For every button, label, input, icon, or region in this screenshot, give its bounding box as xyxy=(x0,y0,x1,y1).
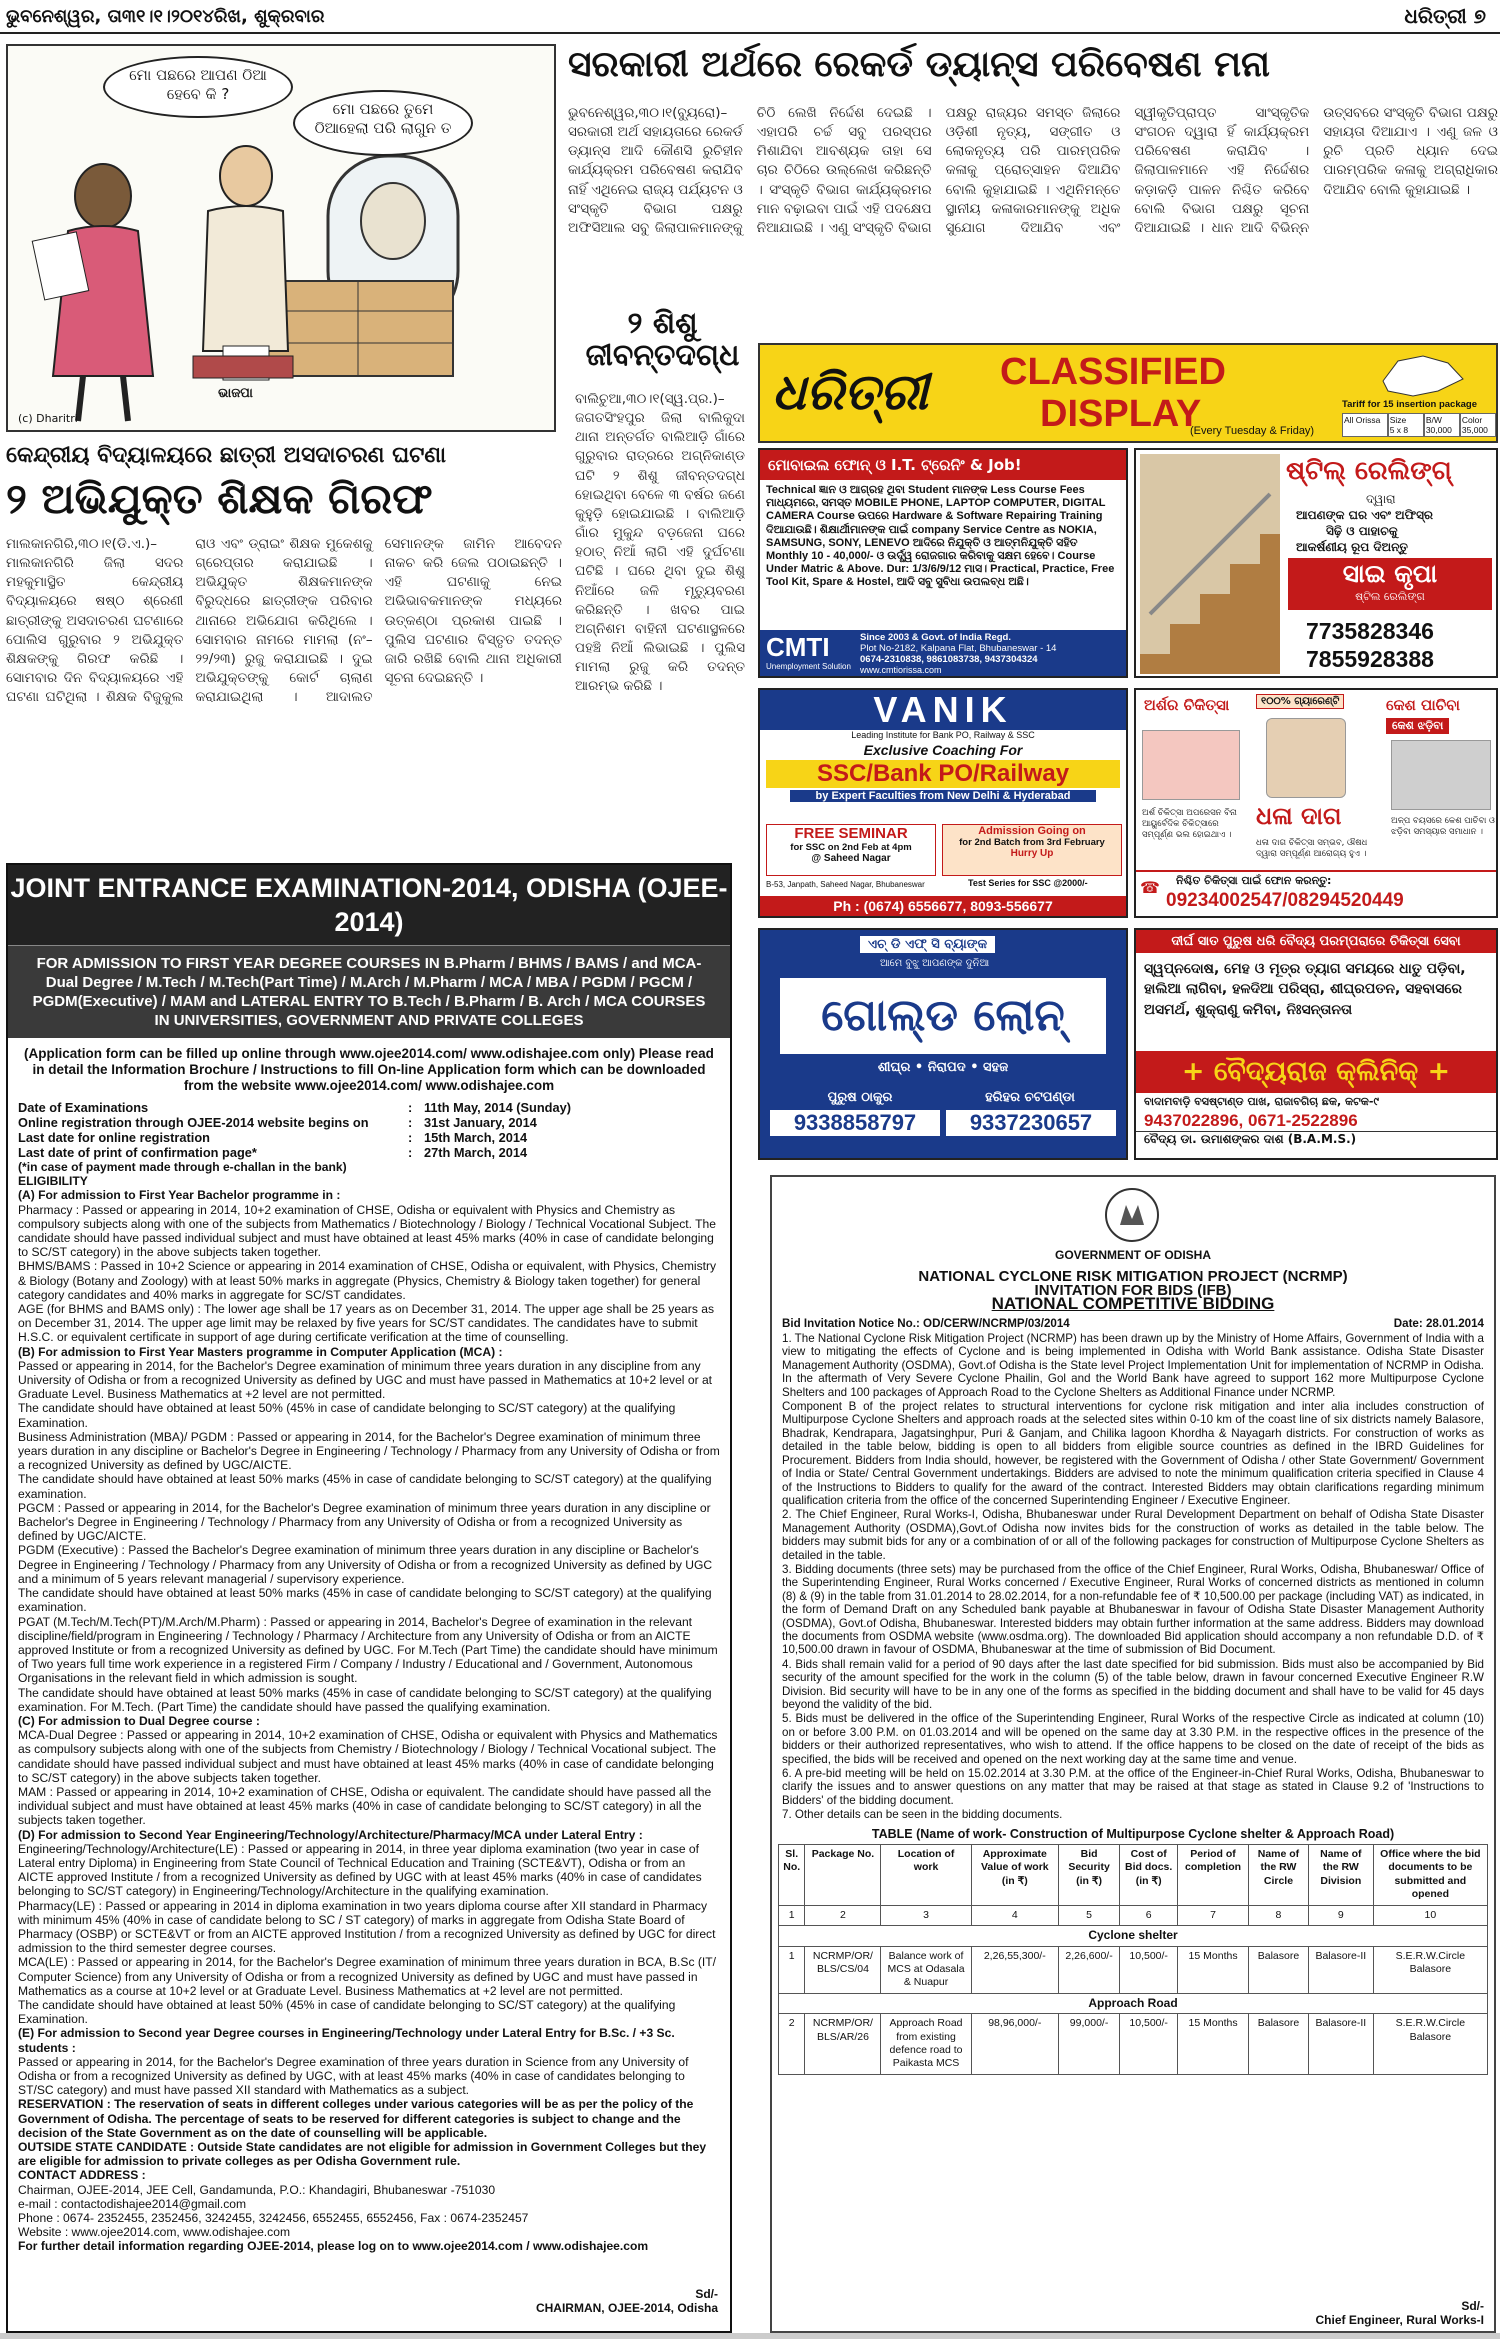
vanik-phone: Ph : (0674) 6556677, 8093-556677 xyxy=(760,896,1126,916)
eligibility-paragraph: PGDM (Executive) : Passed the Bachelor's Degree examination of minimum three years duration in any discipline or Bachelor's Degree in Engineering / Technology / Pharmacy from any University of Odisha or from a recognized University as defined by UGC and a minimum of 5 years relevant managerial / supervisory experience. xyxy=(18,1543,713,1586)
eligibility-paragraph: For further detail information regarding OJEE-2014, please log on to www.ojee2014.com / www.odishajee.com xyxy=(18,2239,649,2254)
cmti-header: ମୋବାଇଲ ଫୋନ୍ ଓ I.T. ଟ୍ରେନିଂ & Job! xyxy=(760,450,1126,480)
table-cell: NCRMP/OR/ BLS/CS/04 xyxy=(805,1946,881,1993)
table-cell: Balasore-II xyxy=(1308,2014,1373,2075)
phone-icon: ☎ xyxy=(1140,878,1160,897)
vanik-ad: VANIK Leading Institute for Bank PO, Railway & SSC Exclusive Coaching For SSC/Bank PO/Railway by Expert Faculties from New Delhi & Hyderabad FREE SEMINAR for SSC on 2nd Feb at 4pm @ Saheed Nagar Admission Going on for 2nd Batch from 3rd February Hurry Up B-53, Janpath, Saheed Nagar, Bhubaneswar Test Series for SSC @2000/- Ph : (0674) 6556677, 8093-556677 xyxy=(758,688,1128,918)
kv-kicker: କେନ୍ଦ୍ରୀୟ ବିଦ୍ୟାଳୟରେ ଛାତ୍ରୀ ଅସଦାଚରଣ ଘଟଣା xyxy=(6,443,447,468)
steel-title: ଷ୍ଟିଲ୍ ରେଲିଙ୍ଗ୍ xyxy=(1286,456,1452,486)
table-cell: Location of work xyxy=(881,1845,971,1906)
child-body: ବାଲିଚୁଆ,୩୦।୧(ସ୍ୱ.ପ୍ର.)– ଜଗତସିଂହପୁର ଜିଲା ବାଲିକୁଦା ଥାନା ଅନ୍ତର୍ଗତ ବାଲିଆଡ଼ି ଗାଁରେ ଗୁରୁବାର ରାତ୍ରରେ ଅଗ୍ନିକାଣ୍ଡ ଘଟି ୨ ଶିଶୁ ଜୀବନ୍ତଦଗ୍ଧ ହୋଇଥିବା ବେଳେ ୩ ବର୍ଷର ଜଣେ କୁହୁଡ଼ି ହୋଇଯାଇଛି । ବାଲିଆଡ଼ି ଗାଁର ମୁକୁନ୍ଦ ବଡ଼ଜେନା ଘରେ ହଠାତ୍ ନିଆଁ ଲାଗି ଏହି ଦୁର୍ଘଟଣା ଘଟିଛି । ଘରେ ଥିବା ଦୁଇ ଶିଶୁ ନିଆଁରେ ଜଳି ମୃତ୍ୟୁବରଣ କରିଛନ୍ତି । ଖବର ପାଇ ଅଗ୍ନିଶମ ବାହିନୀ ଘଟଣାସ୍ଥଳରେ ପହଞ୍ଚି ନିଆଁ ଲିଭାଇଛି । ପୁଲିସ ମାମଲା ରୁଜୁ କରି ତଦନ୍ତ ଆରମ୍ଭ କରିଛି । xyxy=(575,391,745,695)
table-cell: Approach Road from existing defence road to Paikasta MCS xyxy=(881,2014,971,2075)
cartoon-label: ଭାଜପା xyxy=(218,386,253,401)
ifb-paragraph: 3. Bidding documents (three sets) may be purchased from the office of the Chief Engineer, Rural Works, Odisha, Bhubaneswar/ Office of the Superintending Engineer, Rural Works concerned / Executive Engineer, Rural Works of concerned districts as mentioned in column (8) & (9) in the table from 31.01.2014 to 28.02.2014, for a non-refundable fee of ₹ 10,500.00 per package (including VAT) as indicated, in the form of Demand Draft on any Scheduled bank payable at Bhubaneswar in favour of Odisha State Disaster Management Authority (OSDMA), Govt.of Odisha, Bhubaneswar. Interested bidders may obtain further information at the same address. Bidders may download the documents from OSDMA website (www.osdma.org). The downloaded Bid application should accompany a non refundable D.D. of ₹ 10,500.00 drawn in favour of OSDMA, Bhubaneswar at the time of submission of Bid Document. xyxy=(782,1562,1484,1657)
classified-title: CLASSIFIED xyxy=(1000,351,1226,393)
table-cell: Bid Security (in ₹) xyxy=(1058,1845,1119,1906)
eligibility-paragraph: (B) For admission to First Year Masters programme in Computer Application (MCA) : xyxy=(18,1344,503,1359)
display-title: DISPLAY xyxy=(1040,393,1202,435)
ifb-signatory: Chief Engineer, Rural Works-I xyxy=(1315,2312,1484,2327)
tariff-title: Tariff for 15 insertion package xyxy=(1342,399,1477,410)
vanik-logo: VANIK xyxy=(760,690,1126,730)
table-cell: 8 xyxy=(1248,1905,1308,1925)
table-cell: Balasore xyxy=(1248,1946,1308,1993)
ojee-date-row: Online registration through OJEE-2014 website begins on : 31st January, 2014 xyxy=(18,1115,537,1130)
table-cell: 10,500/- xyxy=(1120,2014,1178,2075)
dateline: ଭୁବନେଶ୍ୱର, ତା୩୧।୧।୨୦୧୪ରିଖ, ଶୁକ୍ରବାର xyxy=(6,6,325,27)
eligibility-paragraph: BHMS/BAMS : Passed in 10+2 Science or appearing in 2014 examination of CHSE, Odisha or equivalent, with Physics, Chemistry & Biology (Botany and Zoology) with at least 50% marks in aggregate (Physics, Chemistry & Biology taken together) for general category candidates and 40% marks in aggregate for SC/ST candidates. xyxy=(18,1259,717,1302)
odisha-map-icon xyxy=(1378,351,1468,401)
ifb-notice-no: Bid Invitation Notice No.: OD/CERW/NCRMP/03/2014 xyxy=(782,1316,1070,1330)
ojee-signatory: CHAIRMAN, OJEE-2014, Odisha xyxy=(535,2301,718,2315)
date-value: 27th March, 2014 xyxy=(424,1145,528,1160)
ifb-paragraph: 4. Bids shall remain valid for a period of 90 days after the last date specified for bid submission. Bids must also be accompanied by Bid security of the amount specified for the work in the column (5) of the table below, drawn in favour concerned Executive Engineer R.W Division. Bid security will have to be in any one of the forms as specified in the bidding document and shall have to be valid for 45 days beyond the validity of the bid. xyxy=(782,1657,1484,1711)
staircase-image xyxy=(1140,454,1280,674)
odisha-emblem-icon xyxy=(1102,1185,1162,1245)
table-cell: Balance work of MCS at Odasala & Nuapur xyxy=(881,1946,971,1993)
child-headline: ୨ ଶିଶୁ ଜୀବନ୍ତଦଗ୍ଧ xyxy=(585,306,740,373)
table-cell: Name of the RW Division xyxy=(1308,1845,1373,1906)
eligibility-paragraph: CONTACT ADDRESS : xyxy=(18,2168,146,2183)
eligibility-paragraph: MCA(LE) : Passed or appearing in 2014, for the Bachelor's Degree examination of minimum three years duration in BCA, B.Sc (IT/ Computer Science) from any University of Odisha or from a recognized University as defined by UGC and must have passed in Mathematics as a course at 10+2 level or at Graduate Level. Business Mathematics at +2 level are not permitted. xyxy=(18,1955,717,1998)
vaidyaraj-title: + ବୈଦ୍ୟରାଜ କ୍ଲିନିକ୍ + xyxy=(1136,1051,1496,1093)
table-cell: Balasore xyxy=(1248,2014,1308,2075)
table-cell: 5 xyxy=(1058,1905,1119,1925)
speech-bubble-left: ମୋ ପଛରେ ଆପଣ ଠିଆ ହେବେ କି ? xyxy=(103,56,293,118)
eligibility-paragraph: OUTSIDE STATE CANDIDATE : Outside State candidates are not eligible for admission in Government Colleges but they are eligible for admission to private colleges as per Odisha Government rule. xyxy=(18,2140,707,2169)
date-value: 11th May, 2014 (Sunday) xyxy=(424,1100,571,1115)
table-cell: Sl. No. xyxy=(779,1845,805,1906)
cmti-logo: CMTI xyxy=(766,632,830,662)
gold-phone-1: 9338858797 xyxy=(770,1110,940,1136)
table-cell: Balasore-II xyxy=(1308,1946,1373,1993)
lead-body: ଭୁବନେଶ୍ୱର,୩୦।୧(ବ୍ୟୁରୋ)– ସରକାରୀ ଅର୍ଥ ସହାୟତାରେ ରେକର୍ଡ ଡ୍ୟାନ୍ସ ଆଦି କୌଣସି ରୁଚିହୀନ କାର୍ଯ୍ୟକ୍ରମ ପରିବେଷଣ କରାଯିବ ନାହିଁ ଏଥିନେଇ ରାଜ୍ୟ ପର୍ଯ୍ୟଟନ ଓ ସଂସ୍କୃତି ବିଭାଗ ପକ୍ଷରୁ ଅଫିସିଆଲ ସବୁ ଜିଲାପାଳମାନଙ୍କୁ ଚିଠି ଲେଖି ନିର୍ଦ୍ଦେଶ ଦେଇଛି । ଏହାପରି ଚର୍ଚ୍ଚ ସବୁ ପରସ୍ପର ମିଶାଯିବା ଆବଶ୍ୟକ ତାହା ସେ ଚାର ଚିଠିରେ ଉଲ୍ଲେଖ କରିଛନ୍ତି । ସଂସ୍କୃତି ବିଭାଗ କାର୍ଯ୍ୟକ୍ରମର ମାନ ବଢ଼ାଇବା ପାଇଁ ଏହି ପଦକ୍ଷେପ ନିଆଯାଇଛି । ଏଣୁ ସଂସ୍କୃତି ବିଭାଗ ପକ୍ଷରୁ ରାଜ୍ୟର ସମସ୍ତ ଜିଲାରେ ଓଡ଼ିଶୀ ନୃତ୍ୟ, ସଙ୍ଗୀତ ଓ ଲୋକନୃତ୍ୟ ପରି ପାରମ୍ପରିକ କଳାକୁ ପ୍ରୋତ୍ସାହନ ଦିଆଯିବ ବୋଲି କୁହାଯାଇଛି । ଏଥିନିମନ୍ତେ ସ୍ଥାନୀୟ କଳାକାରମାନଙ୍କୁ ଅଧିକ ସୁଯୋଗ ଦିଆଯିବ ଏବଂ ସ୍ୱୀକୃତିପ୍ରାପ୍ତ ସାଂସ୍କୃତିକ ସଂଗଠନ ଦ୍ୱାରା ହିଁ କାର୍ଯ୍ୟକ୍ରମ ପରିବେଷଣ କରାଯିବ । ଜିଲାପାଳମାନେ ଏହି ନିର୍ଦ୍ଦେଶର କଡ଼ାକଡ଼ି ପାଳନ ନିଶ୍ଚିତ କରିବେ ବୋଲି ବିଭାଗ ପକ୍ଷରୁ ସୂଚନା ଦିଆଯାଇଛି । ଧାନ ଆଦି ବିଭିନ୍ନ ଉତ୍ସବରେ ସଂସ୍କୃତି ବିଭାଗ ପକ୍ଷରୁ ସହାୟତା ଦିଆଯାଏ । ଏଣୁ ଜଳ ଓ ରୁଚି ପ୍ରତି ଧ୍ୟାନ ଦେଇ ପାରମ୍ପରିକ କଳାକୁ ଅଗ୍ରାଧିକାର ଦିଆଯିବ ବୋଲି କୁହାଯାଇଛି । xyxy=(568,105,1498,236)
bank-name: ଏଚ୍ ଡି ଏଫ୍ ସି ବ୍ୟାଙ୍କ xyxy=(860,936,995,953)
kv-body: ମାଲକାନଗିରି,୩୦।୧(ଡି.ଏ.)– ମାଲକାନଗିରି ଜିଲା ସଦର ମହକୁମାସ୍ଥିତ କେନ୍ଦ୍ରୀୟ ବିଦ୍ୟାଳୟରେ ଷଷ୍ଠ ଶ୍ରେଣୀ ଛାତ୍ରୀଙ୍କୁ ଅସଦାଚରଣ ଘଟଣାରେ ପୋଲିସ ଗୁରୁବାର ୨ ଅଭିଯୁକ୍ତ ଶିକ୍ଷକଙ୍କୁ ଗିରଫ କରିଛି । ସୋମବାର ଦିନ ବିଦ୍ୟାଳୟରେ ଏହି ଘଟଣା ଘଟିଥିଲା । ଶିକ୍ଷକ ବିଜୁକୁଲ ରାଓ ଏବଂ ଡ୍ରାଇଂ ଶିକ୍ଷକ ମୁକେଶକୁ ଗ୍ରେପ୍ତାର କରାଯାଇଛି । ଅଭିଯୁକ୍ତ ଶିକ୍ଷକମାନଙ୍କ ବିରୁଦ୍ଧରେ ଛାତ୍ରୀଙ୍କ ପରିବାର ଥାନାରେ ଅଭିଯୋଗ କରିଥିଲେ । ସୋମବାର ନାମରେ ମାମଲା (ନଂ–୨୨/୨୩) ରୁଜୁ କରାଯାଇଛି । ଦୁଇ ଅଭିଯୁକ୍ତଙ୍କୁ କୋର୍ଟ ଚାଲାଣ କରାଯାଇଥିଲା । ଆଦାଲତ ସେମାନଙ୍କ ଜାମିନ ଆବେଦନ ନାକଚ କରି ଜେଲ ପଠାଇଛନ୍ତି । ଏହି ଘଟଣାକୁ ନେଇ ଅଭିଭାବକମାନଙ୍କ ମଧ୍ୟରେ ଉତ୍କଣ୍ଠା ପ୍ରକାଶ ପାଇଛି । ପୁଲିସ ଘଟଣାର ବିସ୍ତୃତ ତଦନ୍ତ ଜାରି ରଖିଛି ବୋଲି ଥାନା ଅଧିକାରୀ ସୂଚନା ଦେଇଛନ୍ତି । xyxy=(6,536,562,706)
eligibility-paragraph: The candidate should have obtained at least 50% marks (45% in case of candidate belonging to SC/ST category) at the qualifying examination. For M.Tech. (Part Time) the candidate should have passed the qualifying examination. xyxy=(18,1685,712,1714)
eligibility-paragraph: The candidate should have obtained at least 50% marks (45% in case of candidate belonging to SC/ST category) at the qualifying examination. xyxy=(18,1472,712,1501)
ojee-eligibility xyxy=(18,1174,720,2253)
table-cell: 2,26,55,300/- xyxy=(971,1946,1058,1993)
ifb-government: GOVERNMENT OF ODISHA xyxy=(1054,1248,1211,1262)
ifb-paragraph: 5. Bids must be delivered in the office of the Superintending Engineer, Rural Works of the respective Circle as indicated at column (10) on or before 3.00 P.M. on 01.03.2014 and will be opened on the same day at 3.30 P.M. in the respective offices in the presence of the bidders or their authorized representatives, who wish to attend. If the office happens to be closed on the date of receipt of the bids as specified, the bids will be received and opened on the next working day at the same time and venue. xyxy=(782,1712,1484,1766)
gold-loan-ad: ଏଚ୍ ଡି ଏଫ୍ ସି ବ୍ୟାଙ୍କ ଆମେ ବୁଝୁ ଆପଣଙ୍କ ଦୁନିଆ ଗୋଲ୍ଡ ଲୋନ୍ ଶୀଘ୍ର • ନିରାପଦ • ସହଜ ପୁରୁଷ ଠାକୁର ହରିହର ଚଟପଣ୍ଡା 9338858797 9337230657 xyxy=(758,928,1128,1160)
eligibility-paragraph: Passed or appearing in 2014, for the Bachelor's Degree examination of minimum three years duration in any discipline from any University of Odisha or from a recognized University as defined by UGC and must have passed in Mathematics at 10+2 level or at Graduate Level. Business Mathematics at +2 level are not permitted. xyxy=(18,1358,713,1402)
eligibility-paragraph: Business Administration (MBA)/ PGDM : Passed or appearing in 2014, for the Bachelor's Degree examination of minimum three years duration in any discipline or Bachelor's Degree in Engineering / Technology / Pharmacy from any University of Odisha or from a recognized University as defined by UGC/AICTE. xyxy=(18,1429,720,1473)
steel-phone-1: 7735828346 xyxy=(1306,618,1434,644)
table-cell: 99,000/- xyxy=(1058,2014,1119,2075)
eligibility-paragraph: RESERVATION : The reservation of seats in different colleges under various categories will be as per the policy of the Government of Odisha. The percentage of seats to be reserved for different categories is subject to change and the decision of the State Government as on the date of counselling will be applicable. xyxy=(18,2097,694,2140)
woman-photo xyxy=(1266,718,1346,798)
eligibility-paragraph: (D) For admission to Second Year Engineering/Technology/Architecture/Pharmacy/MCA under Lateral Entry : xyxy=(18,1827,643,1842)
vanik-main: SSC/Bank PO/Railway xyxy=(766,760,1120,788)
date-value: 15th March, 2014 xyxy=(424,1130,528,1145)
page-header xyxy=(0,0,1500,34)
date-label: Last date of print of confirmation page* xyxy=(18,1145,257,1160)
ojee-advertisement: JOINT ENTRANCE EXAMINATION-2014, ODISHA (OJEE-2014) FOR ADMISSION TO FIRST YEAR DEGREE COURSES IN B.Pharm / BHMS / BAMS / and MCA-Dual Degree / M.Tech / M.Tech(Part Time) / M.Arch / M.Pharm / MCA / MBA / PGDM / PGCM / PGDM(Executive) / MAM and LATERAL ENTRY TO B.Tech / B.Pharm / B. Arch / MCA COURSES IN UNIVERSITIES, GOVERNMENT AND PRIVATE COLLEGES (Application form can be filled up online through www.ojee2014.com/ www.odishajee.com only) Please read in detail the Information Brochure / Instructions to fill On-line Application form which can be downloaded from the website www.ojee2014.com/ www.odishajee.com Date of Examinations : 11th May, 2014 (Sunday) Online registration through OJEE-2014 website begins on : 31st January, 2014 Last date for online registration : 15th March, 2014 Last date of print of confirmation page* : 27th March, 2014 (*in case of payment made through e-challan in the bank) ELIGIBILITY (A) For admission to First Year Bachelor programme in : Pharmacy : Passed or appearing in 2014, 10+2 examination of CHSE, Odisha or equivalent with Physics and Chemistry as compulsory subjects along with one of the subjects from Mathematics / Biotechnology / Biology / Technical Vocational Subject. The candidate should have passed individual subject and must have obtained at least 45% marks (40% in case of candidate belonging to SC/ST category) in the above subjects taken together. BHMS/BAMS : Passed in 10+2 Science or appearing in 2014 examination of CHSE, Odisha or equivalent, with Physics, Chemistry & Biology (Botany and Zoology) with at least 50% marks in aggregate (Physics, Chemistry & Biology taken together) for general category candidates and 40% marks in aggregate for SC/ST candidates. AGE (for BHMS and BAMS only) : The lower age shall be 17 years as on December 31, 2014. The upper age shall be 25 years as on December 31, 2014. The upper age limit may be relaxed by five years for SC/ST candidates. The candidates have to submit H.S.C. or equivalent certificate in support of age during certificate verification at the time of counselling. (B) For admission to First Year Masters programme in Computer Application (MCA) : Passed or appearing in 2014, for the Bachelor's Degree examination of minimum three years duration in any discipline from any University of Odisha or from a recognized University as defined by UGC and must have passed in Mathematics at 10+2 level or at Graduate Level. Business Mathematics at +2 level are not permitted. The candidate should have obtained at least 50% (45% in case of candidate belonging to SC/ST category) at the qualifying Examination. Business Administration (MBA)/ PGDM : Passed or appearing in 2014, for the Bachelor's Degree examination of minimum three years duration in any discipline or Bachelor's Degree in Engineering / Technology / Pharmacy from any University of Odisha or from a recognized University as defined by UGC/AICTE. The candidate should have obtained at least 50% marks (45% in case of candidate belonging to SC/ST category) at the qualifying examination. PGCM : Passed or appearing in 2014, for the Bachelor's Degree examination of minimum three years duration in any discipline or Bachelor's Degree in Engineering / Technology / Pharmacy from any University of Odisha or from a recognized University as defined by UGC/AICTE. PGDM (Executive) : Passed the Bachelor's Degree examination of minimum three years duration in any discipline or Bachelor's Degree in Engineering / Technology / Pharmacy from any University of Odisha or from a recognized University as defined by UGC and a minimum of 5 years relevant managerial / supervisory experience. The candidate should have obtained at least 50% marks (45% in case of candidate belonging to SC/ST category) at the qualifying examination. PGAT (M.Tech/M.Tech(PT)/M.Arch/M.Pharm) : Passed or appearing in 2014, Bachelor's Degree of examination in the relevant discipline/field/program in Engineering / Technology / Pharmacy / Architecture from any University of Odisha or from an AICTE approved Institute or from a recognized University as defined by UGC. For M.Tech (Part Time) the candidate should have minimum of Two years full time work experience in a registered Firm / Company / Industry / Educational and / Government, Autonomous Organisations in the relevant field in which admission is sought. The candidate should have obtained at least 50% marks (45% in case of candidate belonging to SC/ST category) at the qualifying examination. For M.Tech. (Part Time) the candidate should have passed the qualifying examination. (C) For admission to Dual Degree course : MCA-Dual Degree : Passed or appearing in 2014, 10+2 examination of CHSE, Odisha or equivalent with Physics and Mathematics as compulsory subjects along with one of the subjects from Chemistry / Biotechnology / Biology / Technical Vocational subject. The candidate should have passed individual subject and must have obtained at least 45% marks (40% in case of candidate belonging to SC/ST category) in the above subjects taken together. MAM : Passed or appearing in 2014, 10+2 examination of CHSE, Odisha or equivalent. The candidate should have passed all the individual subject and must have obtained at least 45% marks (40% in case of candidate belonging to SC/ST category) in all the subjects taken together. (D) For admission to Second Year Engineering/Technology/Architecture/Pharmacy/MCA under Lateral Entry : Engineering/Technology/Architecture(LE) : Passed or appearing in 2014, in three year diploma examination (two year in case of Lateral entry Diploma) in Engineering from State Council of Technical Education and Training (SCTE&VT), Odisha or from an AICTE approved Institute / from a recognized University as defined by UGC with at least 45% marks (40% in case of candidates belonging to SC/ST category) in Engineering/Technology/Architecture in the qualifying examination. Pharmacy(LE) : Passed or appearing in 2014 in diploma examination in two years diploma course after XII standard in Pharmacy with minimum 45% (40% in case of candidate belong to SC / ST category) of marks in aggregate from Odisha State Board of Pharmacy (OSBP) or SCTE&VT or from an AICTE approved Institution / from a recognized University as defined by UGC for direct admission to the third semester degree courses. MCA(LE) : Passed or appearing in 2014, for the Bachelor's Degree examination of minimum three years duration in BCA, B.Sc (IT/ Computer Science) from any University of Odisha or from a recognized University as defined by UGC and must have passed in Mathematics as a course at 10+2 level or at Graduate Level. Business Mathematics at +2 level are not permitted. The candidate should have obtained at least 50% (45% in case of candidate belonging to SC/ST category) at the qualifying Examination. (E) For admission to Second year Degree courses in Engineering/Technology under Lateral Entry for B.Sc. / +3 Sc. students : Passed or appearing in 2014, for the Bachelor's Degree examination of three years duration in Science from any University of Odisha or from a recognized University as defined by UGC, with at least 45% marks (40% in case of candidates belonging to ST/SC category) and must have passed XII standard with Mathematics as a subject. RESERVATION : The reservation of seats in different colleges under various categories will be as per the policy of the Government of Odisha. The percentage of seats to be reserved for different categories is subject to change and the decision of the State Government as on the date of counselling will be applicable. OUTSIDE STATE CANDIDATE : Outside State candidates are not eligible for admission in Government Colleges but they are eligible for admission to private colleges as per Odisha Government rule. CONTACT ADDRESS : Chairman, OJEE-2014, JEE Cell, Gandamunda, P.O.: Khandagiri, Bhubaneswar -751030 e-mail : contactodishajee2014@gmail.com Phone : 0674- 2352455, 2352456, 3242455, 3242456, 6552455, 6552456, Fax : 0674-2352457 Website : www.ojee2014.com, www.odishajee.com For further detail information regarding OJEE-2014, please log on to www.ojee2014.com / www.odishajee.com Sd/- CHAIRMAN, OJEE-2014, Odisha xyxy=(6,863,732,2333)
ifb-paragraph: 2. The Chief Engineer, Rural Works-I, Odisha, Bhubaneswar under Rural Development Department on behalf of Odisha State Disaster Management Authority (OSDMA),Govt.of Odisha now invites bids for the construction of works as detailed in the table below. The bidders may submit bids for any or a combination of or all of the following packages for construction of Multipurpose Cyclone Shelters as detailed in the table. xyxy=(782,1508,1484,1562)
table-cell: 2 xyxy=(805,1905,881,1925)
eligibility-paragraph: Website : www.ojee2014.com, www.odishajee.com xyxy=(18,2225,291,2240)
ifb-paragraph: 1. The National Cyclone Risk Mitigation Project (NCRMP) has been drawn up by the Ministry of Home Affairs, Government of India with a view to mitigating the effects of Cyclone and is being implemented in Odisha with World Bank assistance. Odisha State Disaster Management Authority (OSDMA), Govt.of Odisha is the State level Project Implementation Unit for implementation of NCRMP in Odisha. In the aftermath of Very Severe Cyclone Phailin, Gol and the World Bank have agreed to support 162 more Multipurpose Cyclone Shelters and 100 packages of Approach Road to the Cyclone Shelters as Additional Finance under NCRMP. xyxy=(782,1332,1484,1399)
ncrmp-bid-notice: GOVERNMENT OF ODISHA NATIONAL CYCLONE RISK MITIGATION PROJECT (NCRMP) INVITATION FOR BIDS (IFB) NATIONAL COMPETITIVE BIDDING Bid Invitation Notice No.: OD/CERW/NCRMP/03/2014 Date: 28.01.2014 1. The National Cyclone Risk Mitigation Project (NCRMP) has been drawn up by the Ministry of Home Affairs, Government of India with a view to mitigating the effects of Cyclone and is being implemented in Odisha with World Bank assistance. Odisha State Disaster Management Authority (OSDMA), Govt.of Odisha is the State level Project Implementation Unit for implementation of NCRMP in Odisha. In the aftermath of Very Severe Cyclone Phailin, Gol and the World Bank have agreed to support 162 more Multipurpose Cyclone Shelters and 100 packages of Approach Road to the Cyclone Shelters as Additional Finance under NCRMP. Component B of the project relates to structural interventions for cyclone risk mitigation and inter alia includes construction of Multipurpose Cyclone Shelters and approach roads at the selected sites within 0-10 km of the coast line of six districts namely Balasore, Bhadrak, Kendrapara, Jagatsinghpur, Puri & Ganjam, and Chilika lagoon Khordha & Nayagarh districts. For construction of works as detailed in the table below, bidding is open to all bidders from eligible source countries as defined in the IBRD Guidelines for Procurement. Bidders from India should, however, be registered with the Government of Odisha / other State Government/ Government of India or State/ Central Government undertakings. Bidders are advised to note the minimum qualification criteria specified in Clause 4 of the Instructions to Bidders to qualify for the award of the contract. Interested Bidders may obtain clarifications regarding minimum qualification criteria from the office of the concerned Superintending Engineer / Executive Engineer. 2. The Chief Engineer, Rural Works-I, Odisha, Bhubaneswar under Rural Development Department on behalf of Odisha State Disaster Management Authority (OSDMA),Govt.of Odisha now invites bids for the construction of works as detailed in the table below. The bidders may submit bids for any or a combination of or all of the following packages for construction of Multipurpose Cyclone Shelters as detailed in the table. 3. Bidding documents (three sets) may be purchased from the office of the Chief Engineer, Rural Works, Odisha, Bhubaneswar/ Office of the Superintending Engineer, Rural Works concerned / Executive Engineer, Rural Works of concerned districts as mentioned in column (8) & (9) in the table from 31.01.2014 to 28.02.2014, for a non-refundable fee of ₹ 10,500.00 per package (including VAT) as indicated, in the form of Demand Draft on any Scheduled bank payable at Bhubaneswar in favour of Odisha State Disaster Management Authority (OSDMA), Govt.of Odisha, Bhubaneswar. Interested bidders may obtain further information at the same address. Bidders may download the documents from OSDMA website (www.osdma.org). The downloaded Bid application should accompany a non refundable D.D. of ₹ 10,500.00 drawn in favour of OSDMA, Bhubaneswar at the time of submission of Bid Document. 4. Bids shall remain valid for a period of 90 days after the last date specified for bid submission. Bids must also be accompanied by Bid security of the amount specified for the work in the column (5) of the table below, drawn in favour concerned Executive Engineer R.W Division. Bid security will have to be in any one of the forms as specified in the bidding document and shall have to be valid for 45 days beyond the validity of the bid. 5. Bids must be delivered in the office of the Superintending Engineer, Rural Works of the respective Circle as indicated at column (10) on or before 3.00 P.M. on 01.03.2014 and will be opened on the same day at 3.30 P.M. in the respective offices in the presence of the bidders or their authorized representatives, who wish to attend. If the office happens to be closed on the date of receipt of the bids as specified, the bids will be received and opened on the next working day at the same time and venue. 6. A pre-bid meeting will be held on 15.02.2014 at 3.30 P.M. at the office of the Engineer-in-Chief Rural Works, Odisha, Bhubaneswar to clarify the issues and to answer questions on any matter that may be raised at that stage as stated in Clause 9.2 of 'Instructions to Bidders' of the bidding document. 7. Other details can be seen in the bidding documents. TABLE (Name of work- Construction of Multipurpose Cyclone shelter & Approach Road) Sl. No. Package No. Location of work Approximate Value of work (in ₹) Bid Security (in ₹) Cost of Bid docs. (in ₹) Period of completion Name of the RW Circle Name of the RW Division Office where the bid documents to be submitted and opened 1 2 3 4 5 6 7 8 9 10 Cyclone shelter 1 NCRMP/OR/ BLS/CS/04 Balance work of MCS at Odasala & Nuapur 2,26,55,300/- 2,26,600/- 10,500/- 15 Months Balasore Balasore-II S.E.R.W.Circle Balasore Approach Road 2 NCRMP/OR/ BLS/AR/26 Approach Road from existing defence road to Paikasta MCS 98,96,000/- 99,000/- 10,500/- 15 Months Balasore Balasore-II S.E.R.W.Circle Balasore Sd/- Chief Engineer, Rural Works-I xyxy=(770,1175,1496,2333)
cartoon-panel xyxy=(6,44,556,432)
piles-image xyxy=(1142,730,1240,800)
eligibility-paragraph: (A) For admission to First Year Bachelor programme in : xyxy=(18,1188,341,1203)
cmti-ad: ମୋବାଇଲ ଫୋନ୍ ଓ I.T. ଟ୍ରେନିଂ & Job! Technical ଜ୍ଞାନ ଓ ଆଗ୍ରହ ଥିବା Student ମାନଙ୍କ Less Course Fees ମାଧ୍ୟମରେ, ସମସ୍ତ MOBILE PHONE, LAPTOP COMPUTER, DIGITAL CAMERA Course ଉପରେ Hardware & Software Repairing Training ଦିଆଯାଉଛି। ଶିକ୍ଷାର୍ଥୀମାନଙ୍କ ପାଇଁ company Service Centre as NOKIA, SAMSUNG, SONY, LENEVO ଆଦିରେ ନିଯୁକ୍ତି ଓ ଆତ୍ମନିଯୁକ୍ତି ସହିତ Monthly 10 - 40,000/- ଓ ଉର୍ଦ୍ଧ୍ୱ ରୋଜଗାର କରିବାକୁ ସକ୍ଷମ ହେବେ। Course Under Matric & Above. Dur: 1/3/6/9/12 ମାସ। Practical, Practice, Free Tool Kit, Spare & Hostel, ଆଦି ସବୁ ସୁବିଧା ଉପଲବ୍ଧ ଅଛି। CMTI Unemployment Solution Since 2003 & Govt. of India Regd. Plot No-2182, Kalpana Flat, Bhubaneswar - 14 0674-2310838, 9861083738, 9437304324 www.cmtiorissa.com xyxy=(758,448,1128,678)
page-number: ଧରିତ୍ରୀ ୭ xyxy=(1404,4,1486,28)
cmti-phone: 0674-2310838, 9861083738, 9437304324 xyxy=(860,654,1038,665)
table-cell: 6 xyxy=(1120,1905,1178,1925)
cartoon-credit: (c) Dharitri xyxy=(18,412,78,425)
cartoon-illustration xyxy=(8,46,556,432)
table-cell: Package No. xyxy=(805,1845,881,1906)
ojee-date-row: Last date for online registration : 15th March, 2014 xyxy=(18,1130,528,1145)
classified-banner xyxy=(758,343,1498,443)
steel-railing-ad: ଷ୍ଟିଲ୍ ରେଲିଙ୍ଗ୍ ଦ୍ୱାରା ଆପଣଙ୍କ ଘର ଏବଂ ଅଫିସ୍ର ସିଢ଼ି ଓ ପାହାଚକୁ ଆକର୍ଷଣୀୟ ରୂପ ଦିଅନ୍ତୁ ସାଇ କୃପା ଷ୍ଟିଲ ରେଲିଙ୍ଗ 7735828346 7855928388 xyxy=(1134,448,1498,678)
table-cell: Office where the bid documents to be submitted and opened xyxy=(1373,1845,1487,1906)
eligibility-paragraph: The candidate should have obtained at least 50% marks (45% in case of candidate belonging to SC/ST category) at the qualifying examination. xyxy=(18,1586,712,1615)
table-cell: 3 xyxy=(881,1905,971,1925)
table-cell: 98,96,000/- xyxy=(971,2014,1058,2075)
ojee-title: JOINT ENTRANCE EXAMINATION-2014, ODISHA (OJEE-2014) xyxy=(8,865,730,945)
classified-note: (Every Tuesday & Friday) xyxy=(1190,425,1315,437)
table-cell: 2 xyxy=(779,2014,805,2075)
table-cell: 15 Months xyxy=(1178,2014,1249,2075)
table-row xyxy=(779,2014,1488,2075)
eligibility-paragraph: PGCM : Passed or appearing in 2014, for the Bachelor's Degree examination of minimum three years duration in any discipline or Bachelor's Degree in Engineering / Technology / Pharmacy from any University of Odisha or from a recognized University as defined by UGC/AICTE. xyxy=(18,1500,711,1544)
cmti-logo-sub: Unemployment Solution xyxy=(766,662,851,671)
table-cell: 10 xyxy=(1373,1905,1487,1925)
gold-loan-title: ଗୋଲ୍ଡ ଲୋନ୍ xyxy=(780,978,1106,1054)
ojee-date-row: Date of Examinations : 11th May, 2014 (Sunday) xyxy=(18,1100,571,1115)
ifb-date: Date: 28.01.2014 xyxy=(1393,1316,1484,1330)
date-value: 31st January, 2014 xyxy=(424,1115,537,1130)
table-header-row xyxy=(779,1845,1488,1906)
eligibility-paragraph: MAM : Passed or appearing in 2014, 10+2 examination of CHSE, Odisha or equivalent. The candidate should have passed all the individual subject and must have obtained at least 45% marks (40% in case of candidate belonging to SC/ST category) in all the subjects taken together. xyxy=(18,1784,712,1828)
eligibility-paragraph: Pharmacy : Passed or appearing in 2014, 10+2 examination of CHSE, Odisha or equivalent with Physics and Chemistry as compulsory subjects along with one of the subjects from Mathematics / Biotechnology / Biology / Technical Vocational Subject. The candidate should have passed individual subject and must have obtained at least 45% marks (40% in case of candidate belonging to SC/ST category) in the above subjects taken together. xyxy=(18,1202,717,1260)
eligibility-paragraph: AGE (for BHMS and BAMS only) : The lower age shall be 17 years as on December 31, 2014. The upper age shall be 25 years as on December 31, 2014. The upper age limit may be relaxed by five years for SC/ST candidates. The candidates have to submit H.S.C. or equivalent certificate in support of age during certificate verification at the time of counselling. xyxy=(18,1302,714,1345)
ifb-table xyxy=(778,1844,1488,2075)
lead-headline: ସରକାରୀ ଅର୍ଥରେ ରେକର୍ଡ ଡ୍ୟାନ୍ସ ପରିବେଷଣ ମନା xyxy=(568,44,1270,85)
eligibility-paragraph: PGAT (M.Tech/M.Tech(PT)/M.Arch/M.Pharm) : Passed or appearing in 2014, Bachelor's Degree of examination in the relevant discipline/field/program in Engineering / Technology / Pharmacy / Architecture from any University of Odisha or from an AICTE approved Institute or from a recognized University as defined by UGC. For M.Tech (Part Time) the candidate should have minimum of Two years full time work experience in a registered Firm / Company / Industry / Educational and / Government, Autonomous Organisations in the relevant field in which admission is sought. xyxy=(18,1614,718,1686)
eligibility-paragraph: Phone : 0674- 2352455, 2352456, 3242455, 3242456, 6552455, 6552456, Fax : 0674-2352457 xyxy=(18,2211,529,2226)
table-cell: 1 xyxy=(779,1905,805,1925)
eligibility-paragraph: ELIGIBILITY xyxy=(18,1174,88,1189)
eligibility-paragraph: Passed or appearing in 2014, for the Bachelor's Degree examination of three years duration in Science from any University of Odisha or from a recognized University as defined by UGC, with at least 45% marks (40% in case of candidates belonging to ST/SC category) and must have passed XII standard with Mathematics as a subject. xyxy=(18,2054,689,2098)
table-cell: 7 xyxy=(1178,1905,1249,1925)
skin-clinic-ad: ଅର୍ଶର ଚିକିତ୍ସା ୧୦୦% ଗ୍ୟାରେଣ୍ଟି କେଶ ପାଚିବା କେଶ ଝଡ଼ିବା ଧଳା ଦାଗ ଅର୍ଶ ଚିକିତ୍ସା ଅପରେସନ ବିନା ଆୟୁର୍ବେଦିକ ଚିକିତ୍ସାରେ ସମ୍ପୂର୍ଣ୍ଣ ଭଲ ହୋଇଥାଏ । ଧଳା ଦାଗ ଚିକିତ୍ସା ସମ୍ଭବ, ଔଷଧ ଦ୍ୱାରା ସମ୍ପୂର୍ଣ୍ଣ ଆରୋଗ୍ୟ ହୁଏ । ଅଳ୍ପ ବୟସରେ କେଶ ପାଚିବା ଓ ଝଡ଼ିବା ସମସ୍ୟାର ସମାଧାନ । ☎ ନିଶ୍ଚିତ ଚିକିତ୍ସା ପାଇଁ ଫୋନ କରନ୍ତୁ: 09234002547/08294520449 xyxy=(1134,688,1498,918)
page-footer-bar xyxy=(0,2333,1500,2339)
table-cell: 1 xyxy=(779,1946,805,1993)
gold-phone-2: 9337230657 xyxy=(946,1110,1116,1136)
ifb-ncb: NATIONAL COMPETITIVE BIDDING xyxy=(991,1294,1275,1314)
section-cyclone-shelter: Cyclone shelter xyxy=(779,1926,1488,1946)
ifb-paragraph: Component B of the project relates to structural interventions for cyclone risk mitigation and inter alia includes construction of Multipurpose Cyclone Shelters and approach roads at the selected sites within 0-10 km of the coast line of six districts namely Balasore, Bhadrak, Kendrapara, Jagatsinghpur, Puri & Ganjam, and Chilika lagoon Khordha & Nayagarh districts. For construction of works as detailed in the table below, bidding is open to all bidders from eligible source countries as defined in the IBRD Guidelines for Procurement. Bidders from India should, however, be registered with the Government of Odisha / other State Government/ Government of India or State/ Central Government undertakings. Bidders are advised to note the minimum qualification criteria specified in Clause 4 of the Instructions to Bidders to qualify for the award of the contract. Interested Bidders may obtain clarifications regarding minimum qualification criteria from the office of the concerned Superintending Engineer / Executive Engineer. xyxy=(782,1400,1484,1507)
date-label: Last date for online registration xyxy=(18,1130,210,1145)
date-label: Date of Examinations xyxy=(18,1100,149,1115)
ifb-paragraph: 6. A pre-bid meeting will be held on 15.02.2014 at 3.30 P.M. at the office of the Engineer-in-Chief Rural Works, Odisha, Bhubaneswar to clarify the issues and to answer questions on any matter that may be raised at that stage as stated in Clause 9.2 of 'Instructions to Bidders' of the bidding document. xyxy=(782,1767,1484,1807)
ifb-paragraph: 7. Other details can be seen in the bidding documents. xyxy=(782,1808,1063,1822)
date-label: Online registration through OJEE-2014 website begins on xyxy=(18,1115,369,1130)
table-cell: Period of completion xyxy=(1178,1845,1249,1906)
dharitri-logo: ଧରିତ୍ରୀ xyxy=(772,363,929,421)
table-cell: 10,500/- xyxy=(1120,1946,1178,1993)
table-cell: S.E.R.W.Circle Balasore xyxy=(1373,2014,1487,2075)
eligibility-paragraph: MCA-Dual Degree : Passed or appearing in 2014, 10+2 examination of CHSE, Odisha or equivalent with Physics and Mathematics as compulsory subjects along with one of the subjects from Chemistry / Biotechnology / Biology / Technical Vocational subject. The candidate should have passed individual subject and must have obtained at least 45% marks (40% in case of candidate belonging to SC/ST category) in the above subjects taken together. xyxy=(18,1728,718,1785)
kv-headline: ୨ ଅଭିଯୁକ୍ତ ଶିକ୍ଷକ ଗିରଫ xyxy=(6,474,433,523)
table-cell: Approximate Value of work (in ₹) xyxy=(971,1845,1058,1906)
table-cell: Name of the RW Circle xyxy=(1248,1845,1308,1906)
hair-image xyxy=(1391,740,1491,810)
table-cell: NCRMP/OR/ BLS/AR/26 xyxy=(805,2014,881,2075)
speech-bubble-right: ମୋ ପଛରେ ତୁମେ ଠିଆହେଲା ପରି ଲାଗୁନ ତ xyxy=(293,90,473,156)
section-approach-road: Approach Road xyxy=(779,1993,1488,2013)
eligibility-paragraph: Chairman, OJEE-2014, JEE Cell, Gandamunda, P.O.: Khandagiri, Bhubaneswar -751030 xyxy=(18,2182,496,2197)
brand-name: ସାଇ କୃପା xyxy=(1342,559,1438,588)
cmti-body: Technical ଜ୍ଞାନ ଓ ଆଗ୍ରହ ଥିବା Student ମାନଙ୍କ Less Course Fees ମାଧ୍ୟମରେ, ସମସ୍ତ MOBILE PHONE, LAPTOP COMPUTER, DIGITAL CAMERA Course ଉପରେ Hardware & Software Repairing Training ଦିଆଯାଉଛି। ଶିକ୍ଷାର୍ଥୀମାନଙ୍କ ପାଇଁ company Service Centre as NOKIA, SAMSUNG, SONY, LENEVO ଆଦିରେ ନିଯୁକ୍ତି ଓ ଆତ୍ମନିଯୁକ୍ତି ସହିତ Monthly 10 - 40,000/- ଓ ଉର୍ଦ୍ଧ୍ୱ ରୋଜଗାର କରିବାକୁ ସକ୍ଷମ ହେବେ। Course Under Matric & Above. Dur: 1/3/6/9/12 ମାସ। Practical, Practice, Free Tool Kit, Spare & Hostel, ଆଦି ସବୁ ସୁବିଧା ଉପଲବ୍ଧ ଅଛି। xyxy=(766,484,1115,589)
ifb-paragraphs xyxy=(772,1332,1494,1822)
sai-krupa-box: ସାଇ କୃପା ଷ୍ଟିଲ ରେଲିଙ୍ଗ xyxy=(1288,558,1492,610)
table-cell: Cost of Bid docs. (in ₹) xyxy=(1120,1845,1178,1906)
table-cell: S.E.R.W.Circle Balasore xyxy=(1373,1946,1487,1993)
ojee-dates xyxy=(18,1100,720,1160)
table-cell: 2,26,600/- xyxy=(1058,1946,1119,1993)
ojee-date-row: Last date of print of confirmation page* : 27th March, 2014 xyxy=(18,1145,528,1160)
vaidyaraj-phone: 9437022896, 0671-2522896 xyxy=(1144,1111,1358,1130)
table-cell: 9 xyxy=(1308,1905,1373,1925)
steel-phone-2: 7855928388 xyxy=(1306,646,1434,672)
eligibility-paragraph: The candidate should have obtained at least 50% (45% in case of candidate belonging to SC/ST category) at the qualifying Examination. xyxy=(18,1401,676,1430)
guarantee-badge: ୧୦୦% ଗ୍ୟାରେଣ୍ଟି xyxy=(1256,694,1344,709)
eligibility-paragraph: (C) For admission to Dual Degree course : xyxy=(18,1713,260,1728)
vaidyaraj-clinic-ad: ଦୀର୍ଘ ସାତ ପୁରୁଷ ଧରି ବୈଦ୍ୟ ପରମ୍ପରାରେ ଚିକିତ୍ସା ସେବା ସ୍ୱପ୍ନଦୋଷ, ମେହ ଓ ମୂତ୍ର ତ୍ୟାଗ ସମୟରେ ଧାତୁ ପଡ଼ିବା, ହାଲିଆ ଲାଗିବା, ହଳଦିଆ ପରିସ୍ରା, ଶୀଘ୍ରପତନ, ସହବାସରେ ଅସମର୍ଥ, ଶୁକ୍ରାଣୁ କମିବା, ନିଃସନ୍ତାନତା + ବୈଦ୍ୟରାଜ କ୍ଲିନିକ୍ + ବାଦାମବାଡ଼ି ବସଷ୍ଟାଣ୍ଡ ପାଖ, ରାଜାବଗିଚା ଛକ, କଟକ-୯ 9437022896, 0671-2522896 ବୈଦ୍ୟ ଡା. ଉମାଶଙ୍କର ଦାଶ (B.A.M.S.) xyxy=(1134,928,1498,1160)
clinic-phone: 09234002547/08294520449 xyxy=(1166,890,1404,911)
table-cell: 15 Months xyxy=(1178,1946,1249,1993)
ifb-table-title: TABLE (Name of work- Construction of Multipurpose Cyclone shelter & Approach Road) xyxy=(871,1826,1395,1841)
eligibility-paragraph: Engineering/Technology/Architecture(LE) : Passed or appearing in 2014, in three year diploma examination (two year in case of Lateral entry Diploma) in Engineering from State Council of Technical Education and Training (SCTE&VT), Odisha or from an AICTE approved Institute / from a recognized University as defined by UGC with at least 45% marks (40% in case of candidates belonging to SC/ST category) in Engineering/Technology/Architecture in the qualifying examination. xyxy=(18,1841,702,1899)
ojee-online-note: (Application form can be filled up online through www.ojee2014.com/ www.odishajee.com only) Please read in detail the Information Brochure / Instructions to fill On-line Application form which can be downloaded from the website www.ojee2014.com/ www.odishajee.com xyxy=(24,1046,714,1093)
eligibility-paragraph: e-mail : contactodishajee2014@gmail.com xyxy=(18,2196,247,2211)
eligibility-paragraph: Pharmacy(LE) : Passed or appearing in 2014 in diploma examination in two years diploma course after XII standard in Pharmacy with minimum 45% (40% in case of candidate belong to SC / ST category) of marks in aggregate from Odisha State Board of Pharmacy (OSBP) or SCTE&VT or from an AICTE approved Institution / from a recognized University as defined by UGC for direct admission to the third semester degree courses. xyxy=(18,1898,716,1956)
table-number-row xyxy=(779,1905,1488,1925)
table-cell: 4 xyxy=(971,1905,1058,1925)
ojee-courses: FOR ADMISSION TO FIRST YEAR DEGREE COURSES IN B.Pharm / BHMS / BAMS / and MCA-Dual Degree / M.Tech / M.Tech(Part Time) / M.Arch / M.Pharm / MCA / MBA / PGDM / PGCM / PGDM(Executive) / MAM and LATERAL ENTRY TO B.Tech / B.Pharm / B. Arch / MCA COURSES IN UNIVERSITIES, GOVERNMENT AND PRIVATE COLLEGES xyxy=(8,945,730,1038)
eligibility-paragraph: The candidate should have obtained at least 50% (45% in case of candidate belonging to SC/ST category) at the qualifying Examination. xyxy=(18,1997,676,2027)
eligibility-paragraph: (E) For admission to Second year Degree courses in Engineering/Technology under Lateral Entry for B.Sc. / +3 Sc. students : xyxy=(18,2026,675,2055)
tariff-table: All Orissa Size 5 x 8 B/W 30,000 Color 35,000 xyxy=(1342,413,1496,437)
table-row xyxy=(779,1946,1488,1993)
